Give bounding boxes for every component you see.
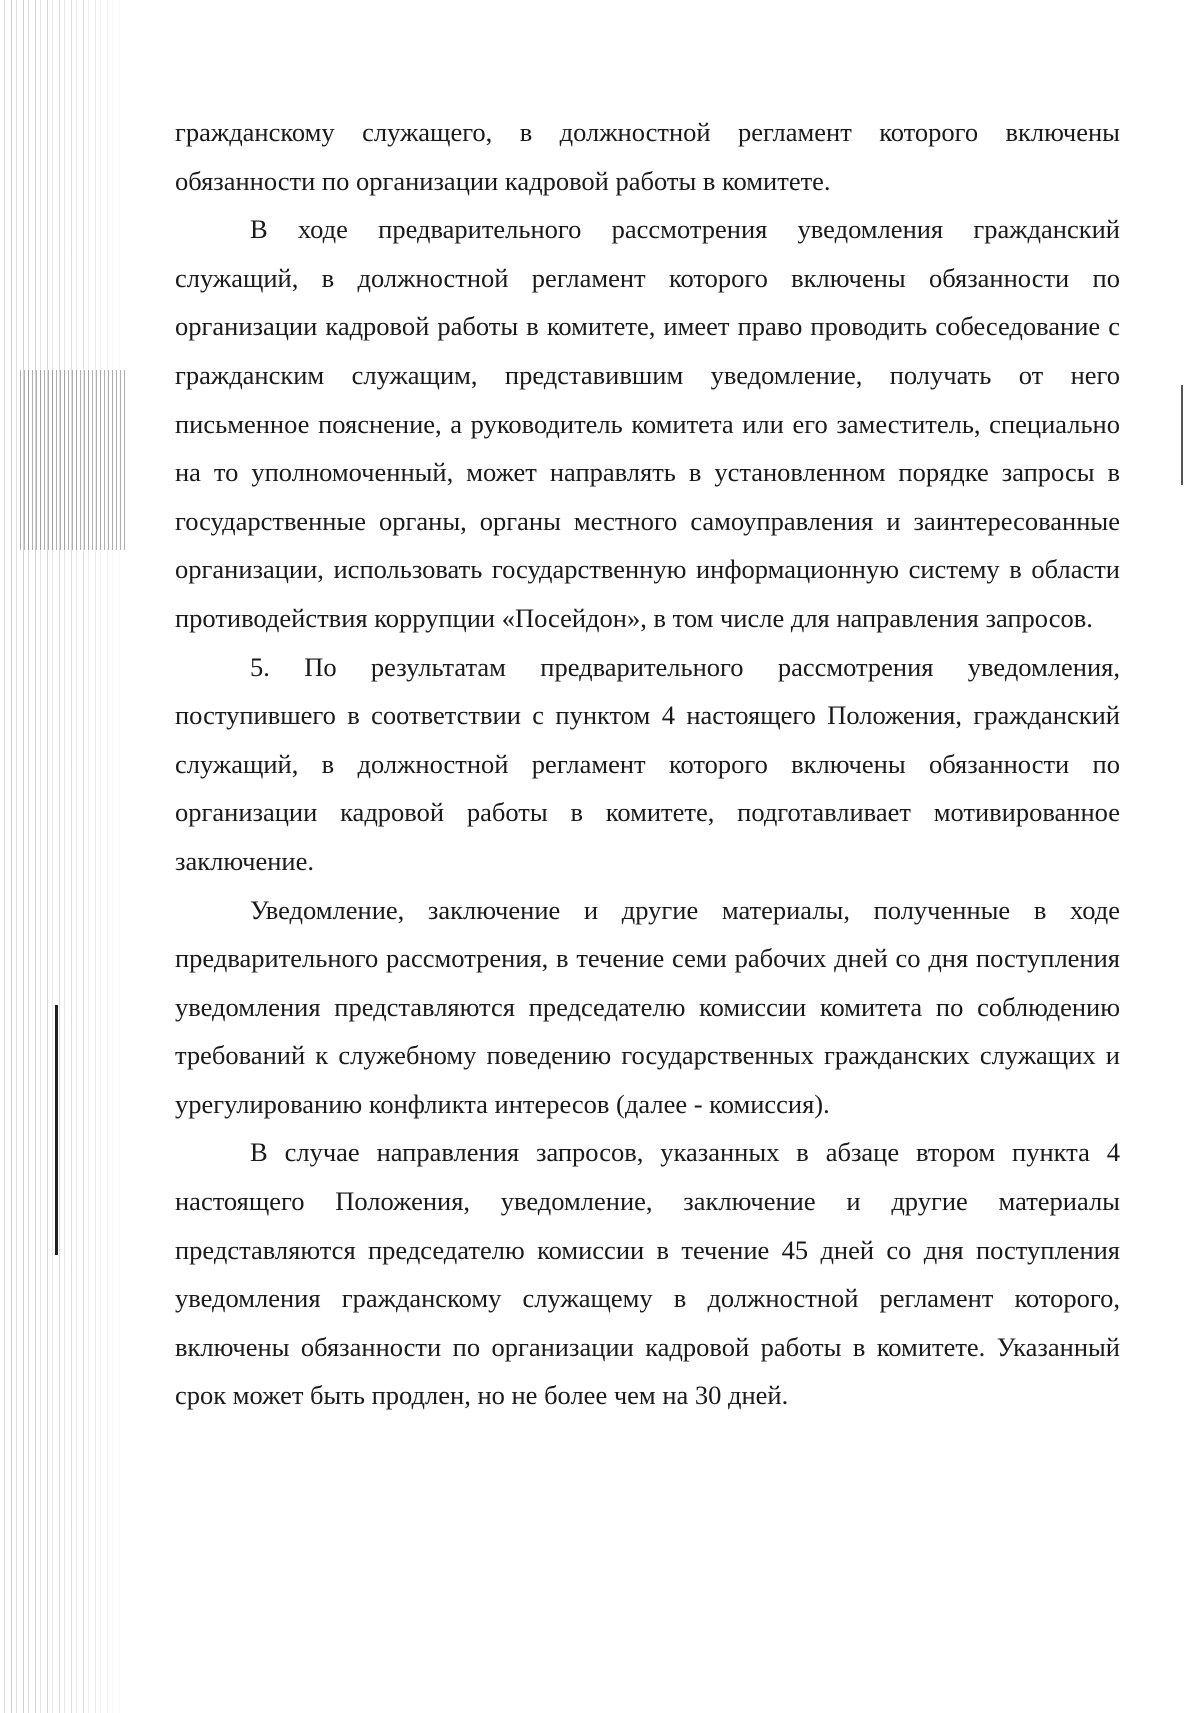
paragraph-submission-to-commission: Уведомление, заключение и другие материалы, полученные в ходе предварительного рассмотрения, в течение семи рабочих дней со дня поступления уведомления представляются председателю комиссии комитета по соблюдению требований к служебному поведению государственных гражданских служащих и урегулированию конфликта интересов (далее - комиссия). bbox=[175, 894, 1120, 1119]
paragraph-preliminary-review: В ходе предварительного рассмотрения уведомления гражданский служащий, в должностной регламент которого включены обязанности по организации кадровой работы в комитете, имеет право проводить собеседование с гражданским служащим, представившим уведомление, получать от него письменное пояснение, а руководитель комитета или его заместитель, специально на то уполномоченный, может направлять в установленном порядке запросы в государственные органы, органы местного самоуправления и заинтересованные организации, использовать государственную информационную систему в области противодействия коррупции «Посейдон», в том числе для направления запросов. bbox=[175, 214, 1120, 633]
paragraph-continuation: гражданскому служащего, в должностной регламент которого включены обязанности по организации кадровой работы в комитете. bbox=[175, 117, 1120, 196]
paragraph-item-5: 5. По результатам предварительного рассмотрения уведомления, поступившего в соответствии с пунктом 4 настоящего Положения, гражданский служащий, в должностной регламент которого включены обязанности по организации кадровой работы в комитете, подготавливает мотивированное заключение. bbox=[175, 651, 1120, 876]
scan-edge-noise bbox=[20, 370, 125, 550]
document-body bbox=[175, 108, 1120, 1420]
scan-right-mark bbox=[1181, 385, 1183, 485]
paragraph-request-deadline: В случае направления запросов, указанных в абзаце втором пункта 4 настоящего Положения, уведомление, заключение и другие материалы представляются председателю комиссии в течение 45 дней со дня поступления уведомления гражданскому служащему в должностной регламент которого, включены обязанности по организации кадровой работы в комитете. Указанный срок может быть продлен, но не более чем на 30 дней. bbox=[175, 1137, 1120, 1411]
scan-edge-line bbox=[55, 1005, 58, 1255]
scan-edge-artifact bbox=[0, 0, 130, 1713]
